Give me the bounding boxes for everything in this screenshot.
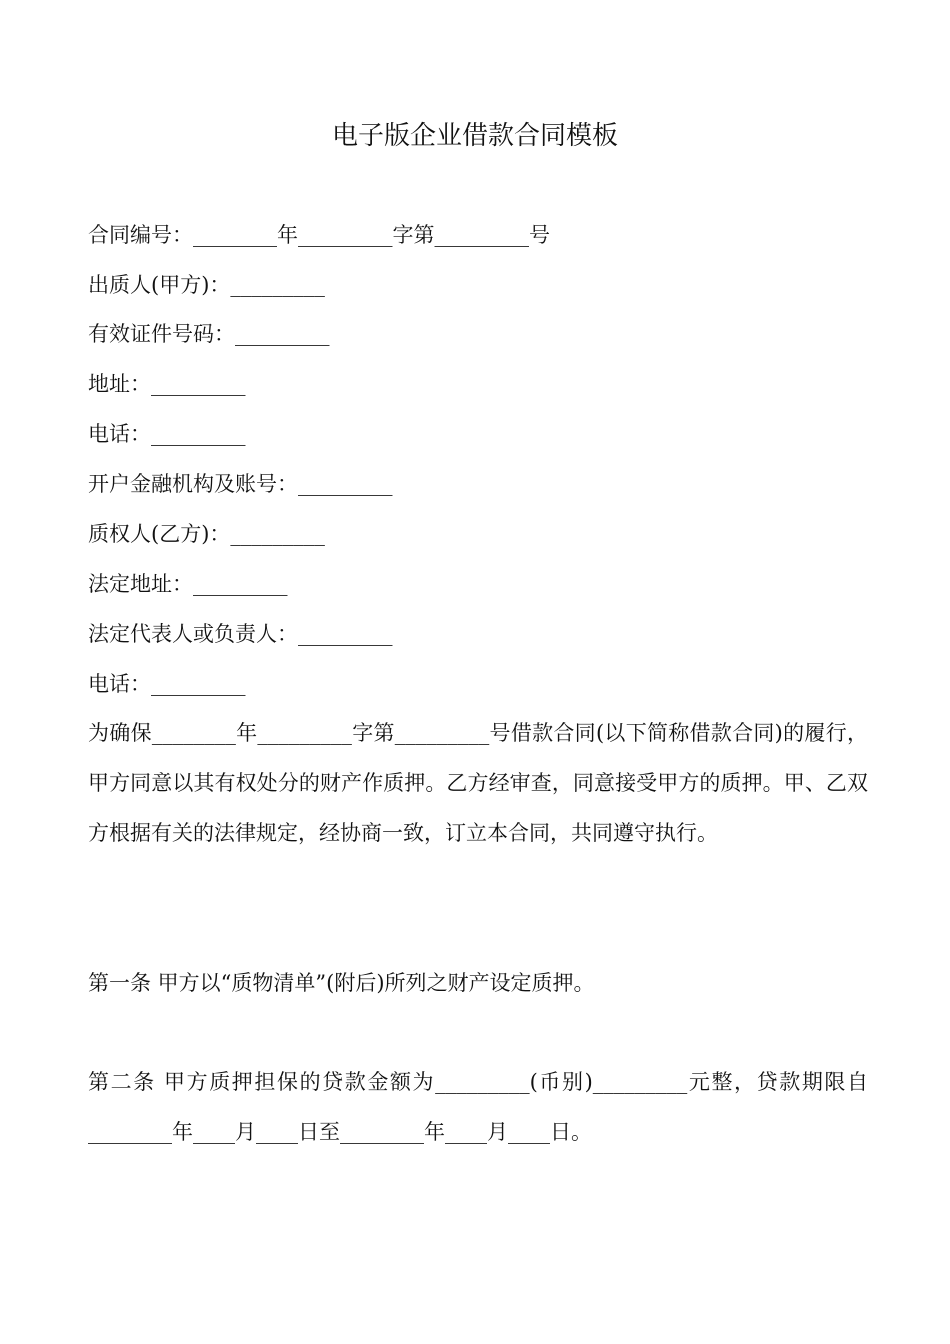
- article-2: 第二条 甲方质押担保的贷款金额为_________(币别)_________元整，贷款期限自________年____月____日至________年____月____日。: [88, 1070, 868, 1144]
- field-phone-a: 电话：_________: [88, 422, 246, 446]
- article-1: 第一条 甲方以“质物清单”(附后)所列之财产设定质押。: [88, 971, 595, 995]
- field-legal-address: 法定地址：_________: [88, 572, 288, 596]
- field-bank-account: 开户金融机构及账号：_________: [88, 472, 393, 496]
- field-legal-representative: 法定代表人或负责人：_________: [88, 622, 393, 646]
- field-pledgor: 出质人(甲方)：_________: [88, 273, 325, 297]
- intro-paragraph: 为确保________年_________字第_________号借款合同(以下简称借款合同)的履行，甲方同意以其有权处分的财产作质押。乙方经审查，同意接受甲方的质押。甲、乙双方根据有关的法律规定，经协商一致，订立本合同，共同遵守执行。: [88, 721, 868, 845]
- field-phone-b: 电话：_________: [88, 672, 246, 696]
- field-contract-number: 合同编号：________年_________字第_________号: [88, 223, 550, 247]
- document-title: 电子版企业借款合同模板: [331, 121, 618, 151]
- field-id-number: 有效证件号码：_________: [88, 322, 330, 346]
- field-address: 地址：_________: [88, 372, 246, 396]
- field-pledgee: 质权人(乙方)：_________: [88, 522, 325, 546]
